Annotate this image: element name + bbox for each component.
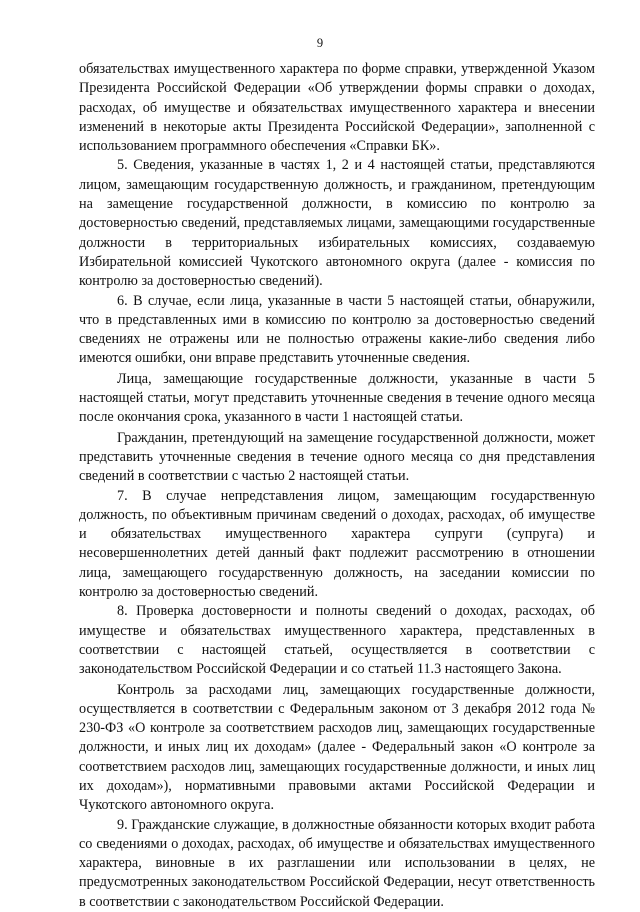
document-body — [79, 60, 595, 912]
paragraph-9: 9. Гражданские служащие, в должностные обязанности которых входит работа со сведениями о доходах, расходах, об имуществе и обязательствах имущественного характера, виновные в их разглашении или использовании в целях, не предусмотренных законодательством Российской Федерации, несут ответственность в соответствии с законодательством Российской Федерации. — [79, 816, 595, 910]
paragraph-continuation: обязательствах имущественного характера по форме справки, утвержденной Указом Президента Российской Федерации «Об утверждении формы справки о доходах, расходах, об имуществе и обязательствах имущественного характера и внесении изменений в некоторые акты Президента Российской Федерации», заполненной с использованием программного обеспечения «Справки БК». — [79, 61, 595, 155]
paragraph-8: 8. Проверка достоверности и полноты сведений о доходах, расходах, об имуществе и обязательствах имущественного характера, представленных в соответствии с настоящей статьей, осуществляется в соответствии с законодательством Российской Федерации и со статьей 11.3 настоящего Закона. — [79, 603, 595, 678]
paragraph-6-persons: Лица, замещающие государственные должности, указанные в части 5 настоящей статьи, могут представить уточненные сведения в течение одного месяца после окончания срока, указанного в части 1 настоящей статьи. — [79, 370, 595, 426]
paragraph-6-citizen: Гражданин, претендующий на замещение государственной должности, может представить уточненные сведения в течение одного месяца со дня представления сведений в соответствии с частью 2 настоящей статьи. — [79, 429, 595, 485]
paragraph-5: 5. Сведения, указанные в частях 1, 2 и 4 настоящей статьи, представляются лицом, замещающим государственную должность, и гражданином, претендующим на замещение государственной должности, в комиссию по контролю за достоверностью сведений, представляемых лицами, замещающими государственные должности в территориальных избирательных комиссиях, создаваемую Избирательной комиссией Чукотского автономного округа (далее - комиссия по контролю за достоверностью сведений). — [79, 157, 595, 290]
paragraph-7: 7. В случае непредставления лицом, замещающим государственную должность, по объективным причинам сведений о доходах, расходах, об имуществе и обязательствах имущественного характера супруги (супруга) и несовершеннолетних детей данный факт подлежит рассмотрению в отношении лица, замещающего государственную должность, на заседании комиссии по контролю за достоверностью сведений. — [79, 487, 595, 601]
page-number: 9 — [316, 36, 324, 50]
paragraph-8-expenses-control: Контроль за расходами лиц, замещающих государственные должности, осуществляется в соответствии с Федеральным законом от 3 декабря 2012 года № 230-ФЗ «О контроле за соответствием расходов лиц, замещающих государственные должности, и иных лиц их доходам» (далее - Федеральный закон «О контроле за соответствием расходов лиц, замещающих государственные должности, и иных лиц их доходам»), нормативными правовыми актами Российской Федерации и Чукотского автономного округа. — [79, 681, 595, 814]
paragraph-6: 6. В случае, если лица, указанные в части 5 настоящей статьи, обнаружили, что в представленных ими в комиссию по контролю за достоверностью сведений сведениях не отражены или не полностью отражены какие-либо сведения либо имеются ошибки, они вправе представить уточненные сведения. — [79, 292, 595, 367]
